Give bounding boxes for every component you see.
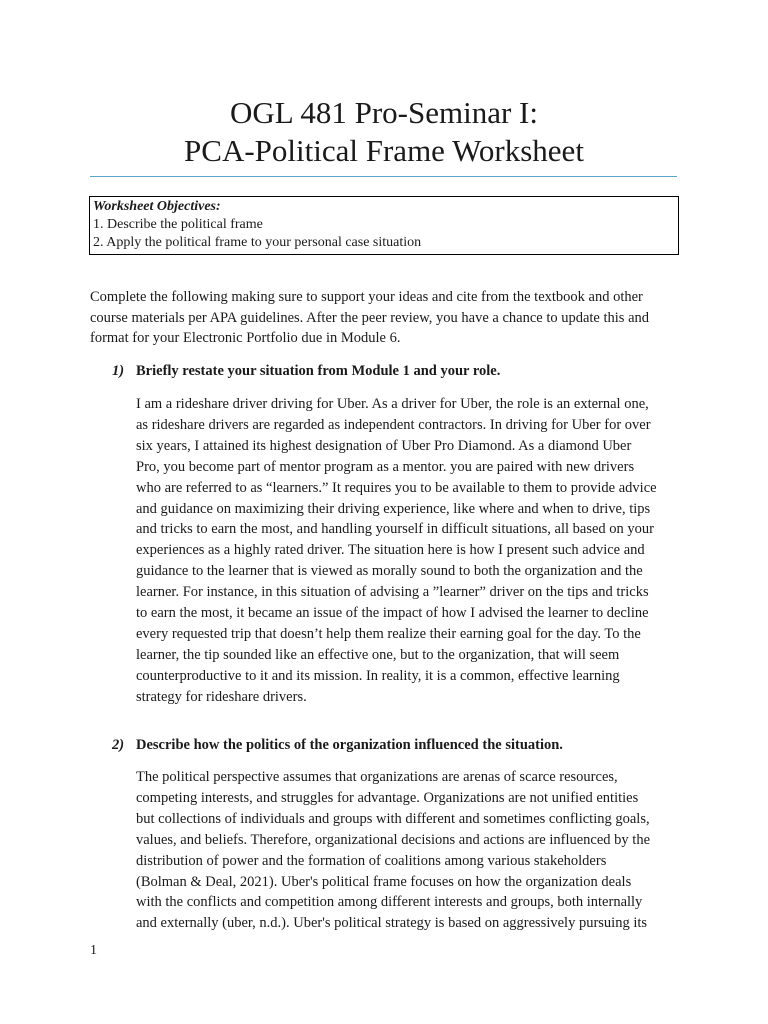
answer-line: experiences as a highly rated driver. The situation here is how I present such advice and [136, 542, 645, 559]
objectives-heading: Worksheet Objectives: [93, 199, 221, 214]
answer-1-paragraph [136, 394, 681, 708]
answer-line: to earn the most, it became an issue of the impact of how I advised the learner to decline [136, 605, 649, 622]
objective-item: 1. Describe the political frame [93, 217, 263, 232]
question-1-text: Briefly restate your situation from Module 1 and your role. [136, 363, 501, 379]
intro-line: format for your Electronic Portfolio due in Module 6. [90, 330, 401, 346]
question-1-number: 1) [112, 363, 125, 379]
answer-line: learner, the tip sounded like an effective one, but to the organization, that will seem [136, 646, 620, 663]
answer-line: values, and beliefs. Therefore, organizational decisions and actions are influenced by the [136, 831, 651, 848]
objective-item: 2. Apply the political frame to your personal case situation [93, 235, 422, 250]
answer-line: Pro, you become part of mentor program as a mentor. you are paired with new drivers [136, 458, 635, 475]
answer-line: and guidance on maximizing their driving experience, like where and when to drive, tips [136, 500, 651, 517]
answer-line: but collections of individuals and groups with different and sometimes conflicting goals, [136, 810, 650, 827]
question-2-text: Describe how the politics of the organization influenced the situation. [136, 737, 563, 753]
answer-line: (Bolman & Deal, 2021). Uber's political frame focuses on how the organization deals [136, 873, 632, 890]
answer-line: I am a rideshare driver driving for Uber. As a driver for Uber, the role is an external one, [136, 396, 649, 412]
intro-paragraph [90, 287, 690, 349]
answer-line: every requested trip that doesn’t help them realize their earning goal for the day. To the [136, 625, 641, 642]
title-divider [90, 176, 677, 177]
intro-line: course materials per APA guidelines. After the peer review, you have a chance to update this and [90, 309, 650, 326]
title-line-1: OGL 481 Pro-Seminar I: [230, 95, 538, 130]
answer-line: and tricks to earn the most, and handling yourself in difficult situations, all based on your [136, 521, 655, 538]
answer-line: strategy for rideshare drivers. [136, 688, 307, 705]
page-number: 1 [90, 943, 97, 958]
title-line-2: PCA-Political Frame Worksheet [184, 133, 584, 168]
answer-line: The political perspective assumes that organizations are arenas of scarce resources, [136, 769, 618, 785]
answer-line: with the conflicts and competition among different interests and groups, both internally [136, 894, 643, 911]
answer-line: as rideshare drivers are regarded as independent contractors. In driving for Uber for over [136, 416, 651, 433]
answer-line: who are referred to as “learners.” It requires you to be available to them to provide advice [136, 479, 657, 496]
answer-2-paragraph [136, 767, 681, 934]
answer-line: distribution of power and the formation of coalitions among various stakeholders [136, 852, 607, 869]
objectives-box [89, 196, 679, 255]
intro-line: Complete the following making sure to support your ideas and cite from the textbook and other [90, 289, 643, 305]
answer-line: guidance to the learner that is viewed as morally sound to both the organization and the [136, 563, 643, 580]
answer-line: learner. For instance, in this situation of advising a ”learner” driver on the tips and tricks [136, 584, 649, 601]
answer-line: and externally (uber, n.d.). Uber's political strategy is based on aggressively pursuing its [136, 915, 648, 932]
answer-line: competing interests, and struggles for advantage. Organizations are not unified entities [136, 789, 639, 806]
question-1-heading [112, 361, 682, 381]
question-2-heading [112, 735, 682, 755]
answer-line: six years, I attained its highest designation of Uber Pro Diamond. As a diamond Uber [136, 437, 632, 454]
answer-line: counterproductive to it and its mission. In reality, it is a common, effective learning [136, 667, 620, 684]
document-title [0, 94, 768, 170]
question-2-number: 2) [112, 737, 125, 753]
